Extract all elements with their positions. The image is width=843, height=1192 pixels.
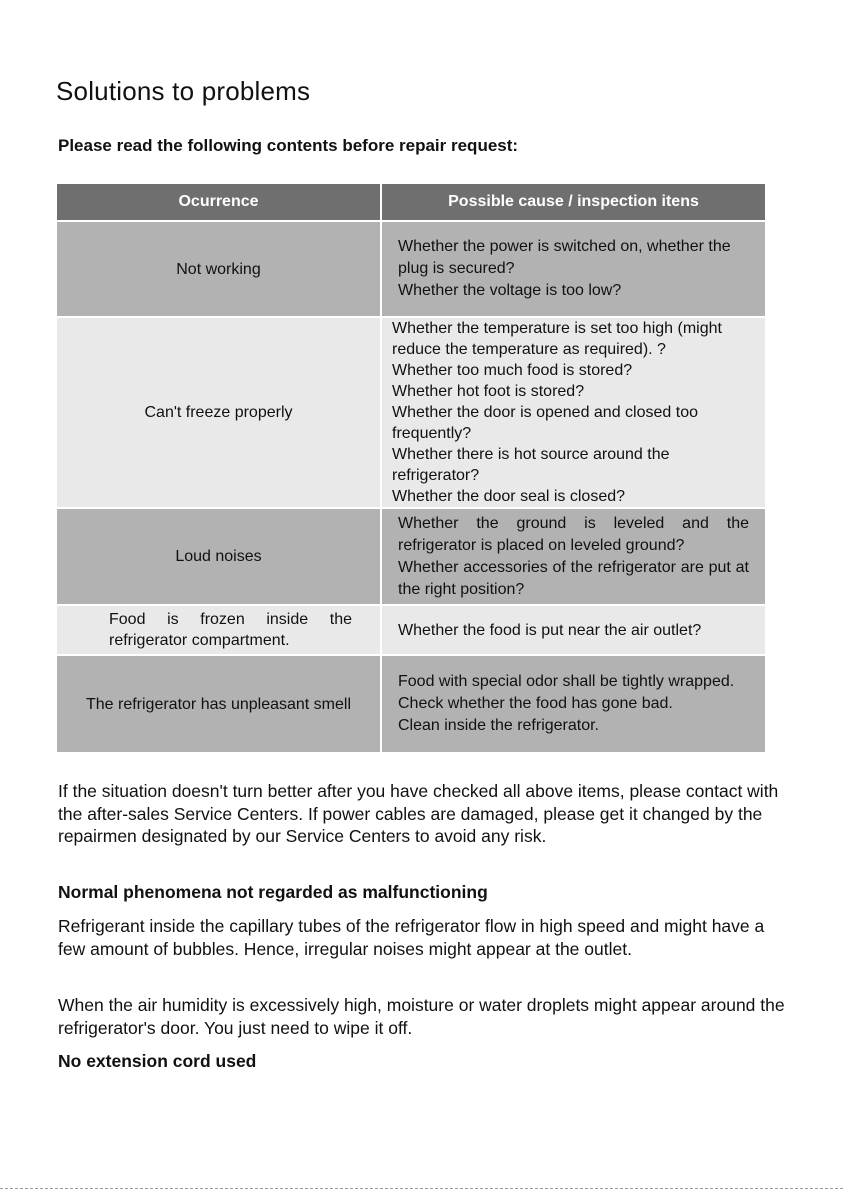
after-table-paragraph: If the situation doesn't turn better after you have checked all above items, please contact with the after-sales Service Centers. If power cables are damaged, please get it changed by the repairmen designated by our Service Centers to avoid any risk. bbox=[58, 781, 779, 846]
cause-item: Whether hot foot is stored? bbox=[392, 383, 585, 400]
occurrence-cell: The refrigerator has unpleasant smell bbox=[57, 655, 381, 753]
cause-item: Whether the power is switched on, whether the plug is secured? bbox=[398, 238, 731, 277]
occurrence-cell: Loud noises bbox=[57, 508, 381, 605]
causes-cell bbox=[381, 508, 765, 605]
normal-phenomena-paragraph-1: Refrigerant inside the capillary tubes of the refrigerator flow in high speed and might have a few amount of bubbles. Hence, irregular noises might appear at the outlet. bbox=[58, 916, 765, 959]
normal-phenomena-heading: Normal phenomena not regarded as malfunctioning bbox=[58, 882, 488, 902]
cause-item: Whether the temperature is set too high (might reduce the temperature as required). ? bbox=[392, 320, 722, 358]
header-causes: Possible cause / inspection itens bbox=[381, 184, 765, 221]
table-row bbox=[57, 221, 765, 317]
cause-item: Whether too much food is stored? bbox=[392, 362, 633, 379]
page-bottom-divider bbox=[0, 1188, 843, 1189]
occurrence-cell: Food is frozen inside the refrigerator compartment. bbox=[57, 605, 381, 655]
troubleshooting-table bbox=[57, 184, 765, 754]
cause-item: Whether the door is opened and closed too frequently? bbox=[392, 404, 698, 442]
cause-item: Whether accessories of the refrigerator are put at the right position? bbox=[398, 558, 749, 598]
occurrence-cell: Not working bbox=[57, 221, 381, 317]
table-row bbox=[57, 508, 765, 605]
cause-item: Whether the voltage is too low? bbox=[398, 282, 622, 299]
normal-phenomena-paragraph-2: When the air humidity is excessively high, moisture or water droplets might appear around the refrigerator's door. You just need to wipe it off. bbox=[58, 995, 785, 1038]
cause-item: Whether there is hot source around the refrigerator? bbox=[392, 446, 670, 484]
table-row bbox=[57, 655, 765, 753]
table-row bbox=[57, 605, 765, 655]
table-header-row bbox=[57, 184, 765, 221]
intro-text: Please read the following contents before repair request: bbox=[58, 136, 519, 155]
page-title: Solutions to problems bbox=[56, 76, 311, 106]
cause-item: Check whether the food has gone bad. bbox=[398, 695, 673, 712]
causes-cell bbox=[381, 317, 765, 508]
extension-cord-heading: No extension cord used bbox=[58, 1051, 257, 1071]
causes-cell bbox=[381, 221, 765, 317]
cause-item: Whether the door seal is closed? bbox=[392, 488, 626, 505]
causes-cell bbox=[381, 655, 765, 753]
occurrence-cell: Can't freeze properly bbox=[57, 317, 381, 508]
cause-item: Food with special odor shall be tightly wrapped. bbox=[398, 673, 735, 690]
causes-cell bbox=[381, 605, 765, 655]
cause-item: Clean inside the refrigerator. bbox=[398, 717, 599, 734]
table-row bbox=[57, 317, 765, 508]
header-occurrence: Ocurrence bbox=[57, 184, 381, 221]
cause-item: Whether the food is put near the air outlet? bbox=[398, 621, 702, 639]
cause-item: Whether the ground is leveled and the refrigerator is placed on leveled ground? bbox=[398, 514, 749, 554]
